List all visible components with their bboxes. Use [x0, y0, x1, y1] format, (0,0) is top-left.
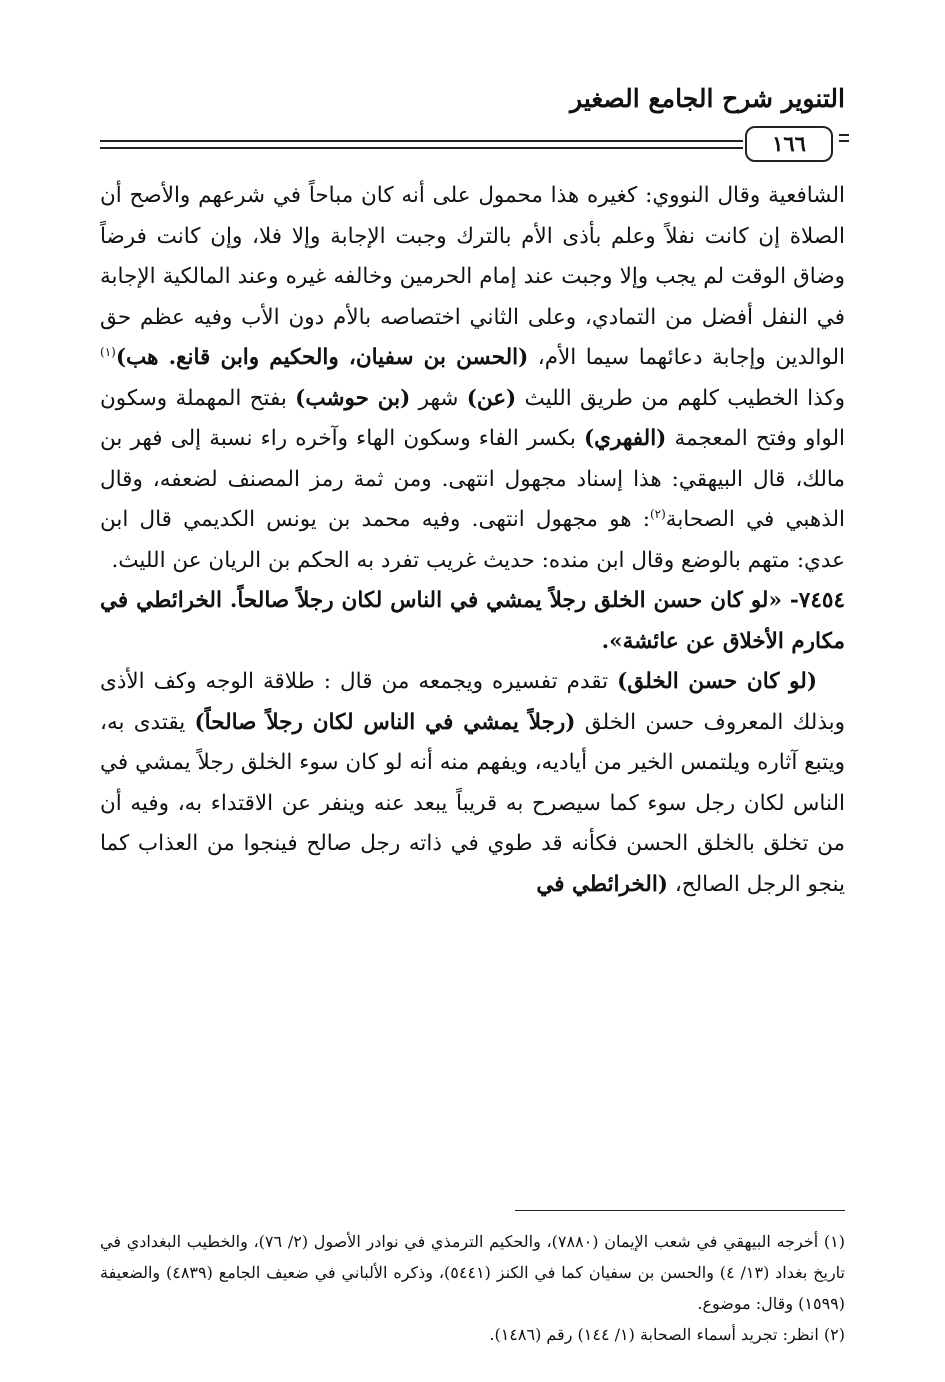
footnote-2: (٢) انظر: تجريد أسماء الصحابة (١/ ١٤٤) رقم (١٤٨٦).: [489, 1325, 845, 1344]
commentary-text: يقتدى به، ويتبع آثاره ويلتمس الخير من أياديه، ويفهم منه أنه لو كان سوء الخلق رجلاً يمشي في الناس لكان رجل سوء كما سيصرح به قريباً يبعد عنه وينفر عن الاقتداء به، وفيه أن من تخلق بالخلق الحسن فكأنه قد طوي في ذاته رجل صالح فينجوا من العذاب كما ينجو الرجل الصالح،: [100, 709, 845, 897]
footnote-1: (١) أخرجه البيهقي في شعب الإيمان (٧٨٨٠)، والحكيم الترمذي في نوادر الأصول (٢/ ٧٦)، والخطيب البغدادي في تاريخ بغداد (١٣/ ٤) والحسن بن سفيان كما في الكنز (٥٤٤١)، وذكره الألباني في ضعيف الجامع (٤٨٣٩) والضعيفة (١٥٩٩) وقال: موضوع.: [100, 1232, 846, 1313]
commentary-text: بكسر الفاء وسكون الهاء وآخره راء نسبة إلى فهر بن مالك، قال البيهقي: هذا إسناد مجهول انتهى. ومن ثمة رمز المصنف لضعفه، وقال الذهبي في الصحابة: [100, 426, 846, 532]
hadith-entry: ٧٤٥٤- «لو كان حسن الخلق رجلاً يمشي في الناس لكان رجلاً صالحاً. الخرائطي في مكارم الأخلاق عن عائشة».: [100, 588, 845, 654]
page-number: ١٦٦: [745, 126, 833, 162]
commentary-paragraph-2: [100, 662, 845, 905]
matn-text: (عن): [466, 385, 517, 411]
matn-text: (الفهري): [584, 426, 667, 451]
body-text: [100, 176, 845, 905]
matn-text: (لو كان حسن الخلق): [617, 669, 817, 694]
footnotes: [100, 1226, 845, 1350]
footnote-ref-1: (١): [100, 344, 116, 359]
source-citation: (الحسن بن سفيان، والحكيم وابن قانع. هب): [115, 345, 529, 370]
header-rule: [100, 126, 845, 166]
commentary-text: : هو مجهول انتهى. وفيه محمد بن يونس الكديمي قال ابن عدي: متهم بالوضع وقال ابن منده: حديث غريب تفرد به الحكم بن الريان عن الليث.: [100, 507, 845, 573]
commentary-text: وكذا الخطيب كلهم من طريق الليث: [524, 385, 845, 411]
header-equals-mark: [839, 134, 849, 146]
header-line-bottom: [100, 147, 743, 149]
commentary-paragraph-1: [100, 176, 845, 581]
matn-text: (بن حوشب): [295, 385, 411, 411]
book-page: [100, 80, 846, 1344]
footnote-separator: [515, 1210, 845, 1211]
matn-text: (رجلاً يمشي في الناس لكان رجلاً صالحاً): [194, 709, 576, 735]
commentary-text: شهر: [418, 385, 459, 411]
commentary-text: تقدم تفسيره ويجمعه من قال : طلاقة الوجه وكف الأذى وبذلك المعروف حسن الخلق: [100, 669, 845, 735]
header-line-top: [100, 140, 743, 142]
running-title: التنوير شرح الجامع الصغير: [570, 84, 845, 113]
commentary-text: الشافعية وقال النووي: كغيره هذا محمول على أنه كان مباحاً في شرعهم والأصح أن الصلاة إن كانت نفلاً وعلم بأذى الأم بالترك وجبت الإجابة وإلا فلا، وإن كانت فرضاً وضاق الوقت لم يجب وإلا وجبت عند إمام الحرمين وخالفه غيره وعند المالكية الإجابة في النفل أفضل من التمادي، وعلى الثاني اختصاصه بالأم دون الأب وفيه عظم حق الوالدين وإجابة دعائهما سيما الأم،: [100, 183, 845, 370]
footnote-ref-2: (٢): [649, 506, 666, 521]
commentary-text: بفتح المهملة وسكون الواو وفتح المعجمة: [100, 385, 845, 451]
matn-text: (الخرائطي في: [536, 871, 668, 897]
